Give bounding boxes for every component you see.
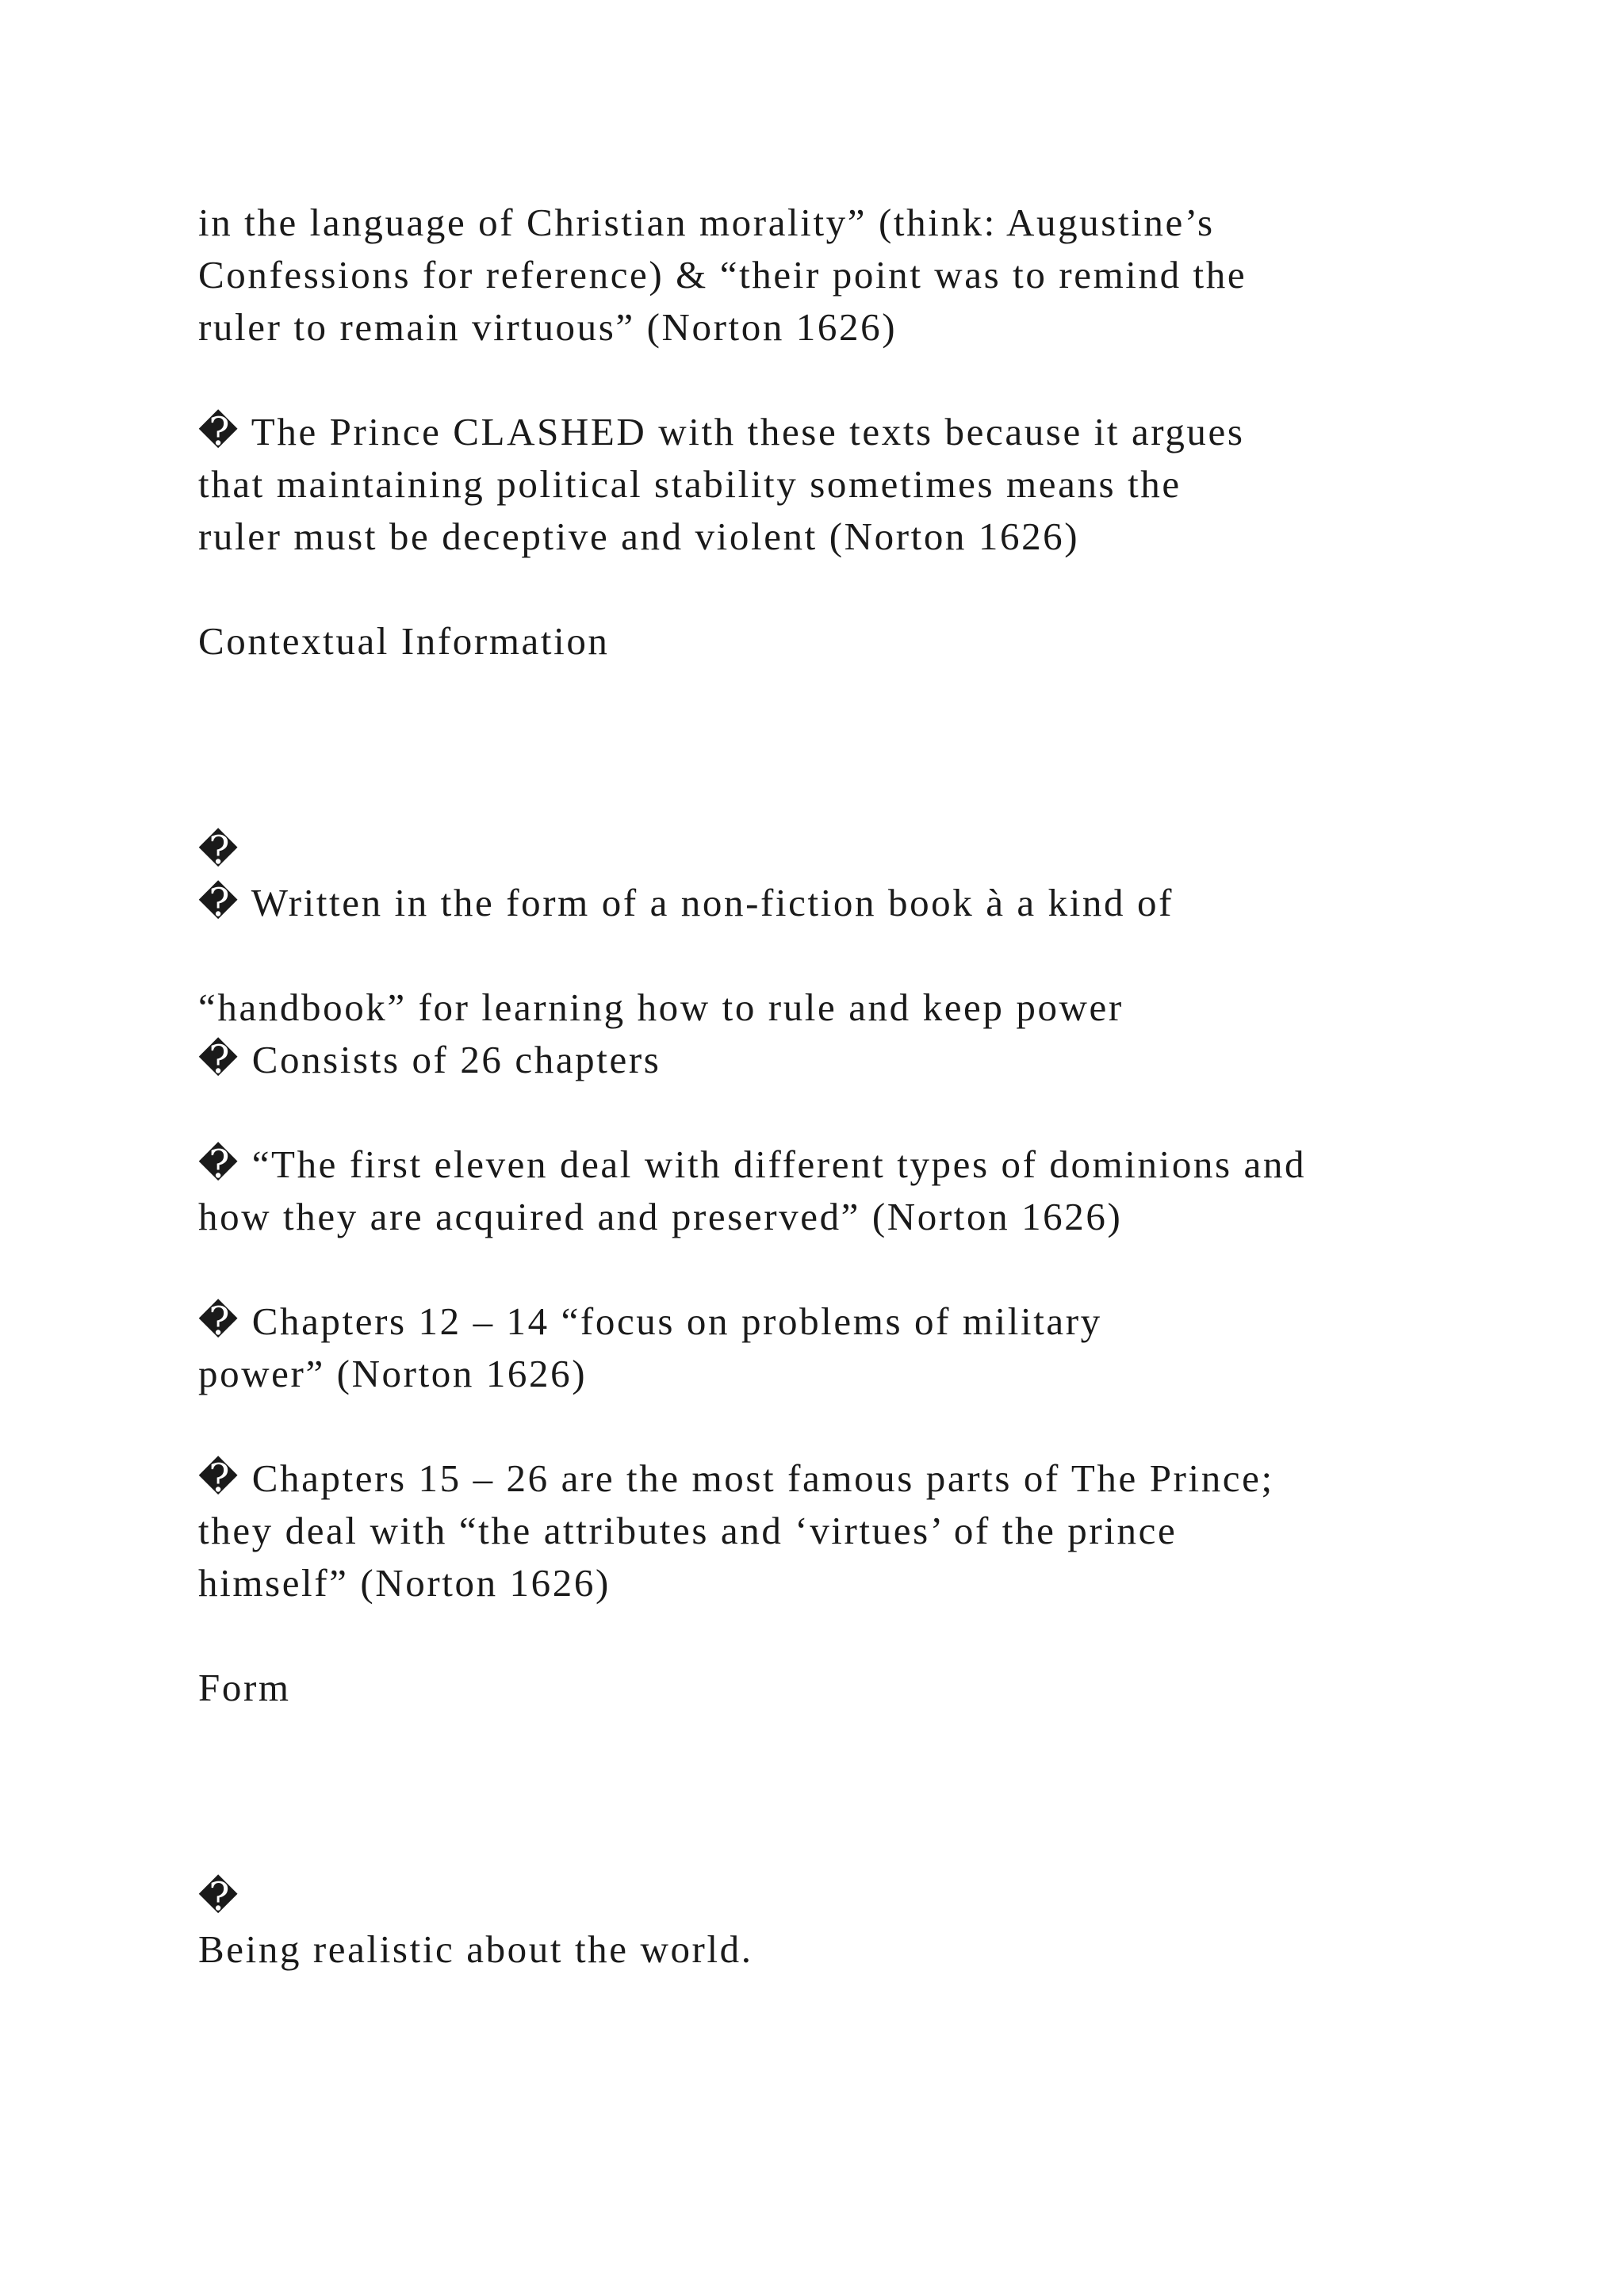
text-line: himself” (Norton 1626) [198, 1561, 611, 1605]
bullet-line: � The Prince CLASHED with these texts because it argues [198, 410, 1245, 453]
bullet-line: � “The first eleven deal with different types of dominions and [198, 1142, 1307, 1186]
text-line: Confessions for reference) & “their point was to remind the [198, 253, 1247, 297]
text-line: how they are acquired and preserved” (Norton 1626) [198, 1195, 1123, 1238]
text-line: that maintaining political stability sometimes means the [198, 462, 1182, 506]
bullet-line: � Chapters 15 – 26 are the most famous parts of The Prince; [198, 1456, 1274, 1500]
bullet-glyph: � [198, 828, 240, 872]
text-line: ruler must be deceptive and violent (Norton 1626) [198, 515, 1080, 558]
bullet-line: � Written in the form of a non-fiction book à a kind of [198, 881, 1174, 924]
bullet-line: � Chapters 12 – 14 “focus on problems of military [198, 1299, 1102, 1343]
text-line: in the language of Christian morality” (think: Augustine’s [198, 201, 1215, 244]
text-line: ruler to remain virtuous” (Norton 1626) [198, 305, 898, 349]
section-heading: Form [198, 1666, 291, 1709]
text-line: Being realistic about the world. [198, 1927, 753, 1971]
bullet-line: � Consists of 26 chapters [198, 1038, 661, 1081]
text-line: power” (Norton 1626) [198, 1352, 588, 1395]
text-line: they deal with “the attributes and ‘virtues’ of the prince [198, 1509, 1178, 1552]
section-heading: Contextual Information [198, 619, 610, 663]
bullet-glyph: � [198, 1875, 240, 1919]
text-line: “handbook” for learning how to rule and keep power [198, 985, 1124, 1029]
